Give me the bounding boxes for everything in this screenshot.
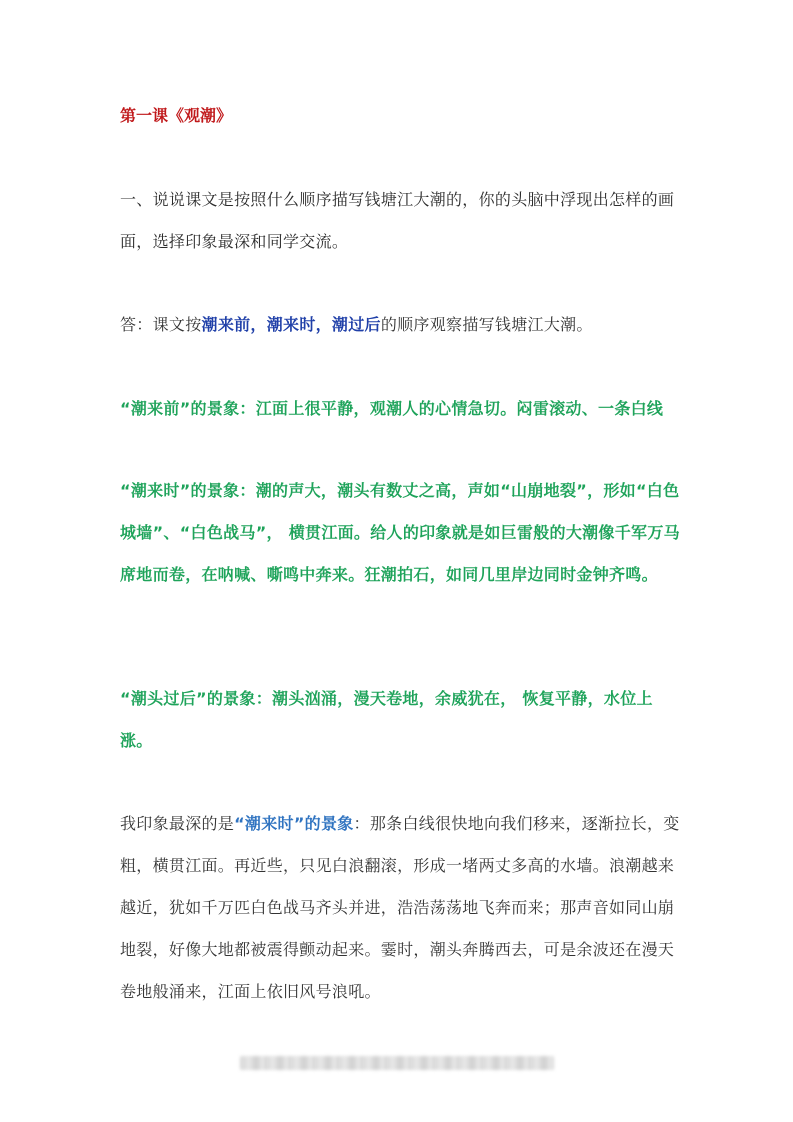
scene-during-text: “潮来时”的景象：潮的声大，潮头有数丈之高，声如“山崩地裂”，形如“白色城墙”、“白色战马”， 横贯江面。给人的印象就是如巨雷般的大潮像千军万马席地而卷，在呐喊、嘶鸣中奔来。狂潮拍石，如同几里岸边同时金钟齐鸣。 <box>120 481 680 584</box>
scene-during-paragraph <box>120 470 680 596</box>
answer-paragraph <box>120 304 680 346</box>
impression-highlight: “潮来时”的景象 <box>234 814 354 833</box>
impression-prefix: 我印象最深的是 <box>120 814 235 833</box>
impression-paragraph <box>120 803 680 1013</box>
answer-prefix: 答：课文按 <box>120 315 202 334</box>
scene-after-paragraph <box>120 678 680 762</box>
answer-line <box>120 304 680 346</box>
question-paragraph <box>120 179 680 263</box>
scene-before-text: “潮来前”的景象：江面上很平静，观潮人的心情急切。闷雷滚动、一条白线 <box>120 399 664 418</box>
scene-before-paragraph <box>120 388 680 430</box>
scene-after-text: “潮头过后”的景象：潮头汹涌，漫天卷地，余威犹在， 恢复平静，水位上涨。 <box>120 689 653 750</box>
lesson-title: 第一课《观潮》 <box>120 106 233 125</box>
answer-suffix: 的顺序观察描写钱塘江大潮。 <box>380 315 593 334</box>
impression-line <box>120 803 680 1013</box>
impression-suffix: ：那条白线很快地向我们移来，逐渐拉长，变粗，横贯江面。再近些，只见白浪翻滚，形成一堵两丈多高的水墙。浪潮越来越近，犹如千万匹白色战马齐头并进，浩浩荡荡地飞奔而来；那声音如同山崩地裂，好像大地都被震得颤动起来。霎时，潮头奔腾西去，可是余波还在漫天卷地般涌来，江面上依旧风号浪吼。 <box>120 814 680 1001</box>
blurred-footer-watermark <box>240 1056 554 1070</box>
answer-order-highlight: 潮来前，潮来时，潮过后 <box>201 315 381 334</box>
question-text: 一、说说课文是按照什么顺序描写钱塘江大潮的，你的头脑中浮现出怎样的画面，选择印象最深和同学交流。 <box>120 190 675 251</box>
